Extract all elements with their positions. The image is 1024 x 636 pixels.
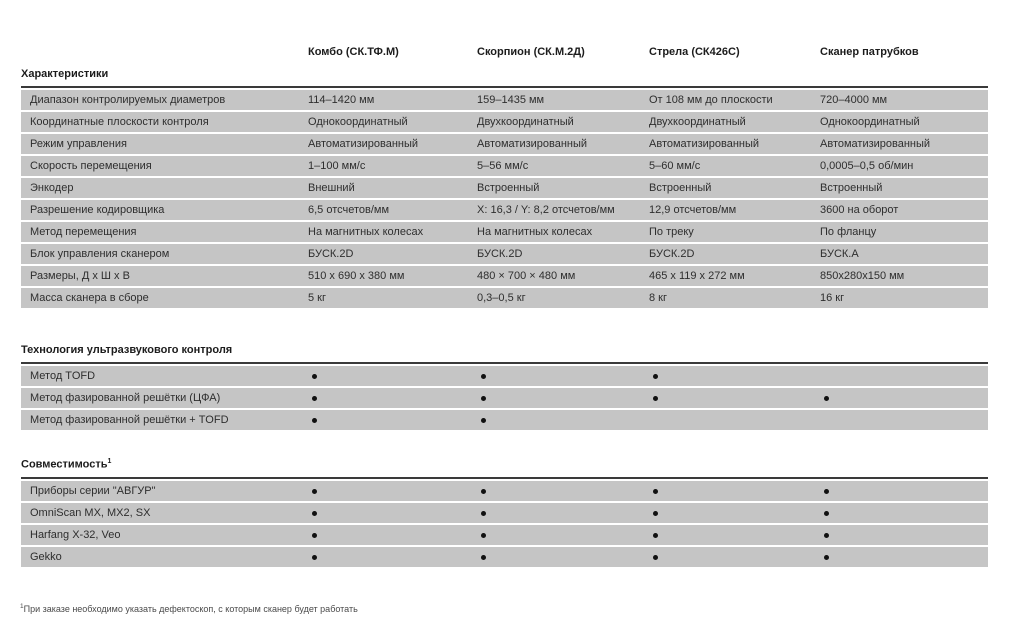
dot-icon xyxy=(312,511,317,516)
dot-icon xyxy=(653,374,658,379)
column-header: Комбо (СК.ТФ.М) xyxy=(308,46,399,58)
table-row xyxy=(21,547,988,567)
dot-icon xyxy=(653,555,658,560)
row-label: Координатные плоскости контроля xyxy=(30,116,209,128)
dot-icon xyxy=(824,533,829,538)
table-row xyxy=(21,525,988,545)
cell-dot xyxy=(308,507,477,519)
footnote xyxy=(20,603,358,614)
row-label: Метод TOFD xyxy=(30,370,96,382)
row-label: Диапазон контролируемых диаметров xyxy=(30,94,226,106)
cell-value: 5 кг xyxy=(308,292,326,304)
table-row xyxy=(21,410,988,430)
cell-value: Однокоординатный xyxy=(820,116,920,128)
cell-value: Автоматизированный xyxy=(308,138,419,150)
section-title xyxy=(21,455,988,472)
row-label: Скорость перемещения xyxy=(30,160,152,172)
cell-value: Встроенный xyxy=(649,182,712,194)
cell-value: 465 x 119 x 272 мм xyxy=(649,270,745,282)
cell-value: Автоматизированный xyxy=(649,138,760,150)
cell-dot xyxy=(477,485,649,497)
dot-icon xyxy=(653,489,658,494)
cell-value: 5–56 мм/с xyxy=(477,160,529,172)
cell-dot xyxy=(820,507,988,519)
cell-value: 510 x 690 x 380 мм xyxy=(308,270,405,282)
column-header: Сканер патрубков xyxy=(820,46,919,58)
row-label: Разрешение кодировщика xyxy=(30,204,165,216)
dot-icon xyxy=(312,418,317,423)
cell-value: Однокоординатный xyxy=(308,116,408,128)
dot-icon xyxy=(481,511,486,516)
table-row xyxy=(21,90,988,110)
cell-dot xyxy=(649,392,820,404)
cell-value: 1–100 мм/с xyxy=(308,160,366,172)
table-row xyxy=(21,178,988,198)
dot-icon xyxy=(481,533,486,538)
cell-value: 159–1435 мм xyxy=(477,94,545,106)
cell-value: От 108 мм до плоскости xyxy=(649,94,773,106)
cell-value: Автоматизированный xyxy=(477,138,588,150)
cell-value: Двухкоординатный xyxy=(649,116,746,128)
cell-dot xyxy=(820,392,988,404)
dot-icon xyxy=(481,396,486,401)
row-label: Gekko xyxy=(30,550,62,563)
table-row xyxy=(21,366,988,386)
cell-dot xyxy=(477,551,649,563)
cell-value: Двухкоординатный xyxy=(477,116,574,128)
table-section xyxy=(21,455,988,569)
table-row xyxy=(21,156,988,176)
dot-icon xyxy=(824,489,829,494)
dot-icon xyxy=(824,555,829,560)
cell-dot xyxy=(477,392,649,404)
cell-value: На магнитных колесах xyxy=(308,226,424,238)
cell-value: БУСК.2D xyxy=(308,248,354,260)
cell-value: БУСК.2D xyxy=(477,248,523,260)
cell-dot xyxy=(649,507,820,519)
dot-icon xyxy=(824,396,829,401)
section-rows xyxy=(21,362,988,430)
table-row xyxy=(21,388,988,408)
cell-value: Встроенный xyxy=(477,182,540,194)
cell-value: 5–60 мм/с xyxy=(649,160,701,172)
table-row xyxy=(21,266,988,286)
dot-icon xyxy=(481,374,486,379)
section-rows xyxy=(21,477,988,567)
section-title xyxy=(21,344,988,357)
cell-value: 114–1420 мм xyxy=(308,94,375,106)
cell-value: 12,9 отсчетов/мм xyxy=(649,204,737,216)
cell-value: 0,0005–0,5 об/мин xyxy=(820,160,914,172)
cell-value: 3600 на оборот xyxy=(820,204,899,216)
section-title-text: Технология ультразвукового контроля xyxy=(21,344,233,356)
table-row xyxy=(21,222,988,242)
dot-icon xyxy=(312,374,317,379)
dot-icon xyxy=(653,533,658,538)
cell-value: По треку xyxy=(649,226,694,238)
cell-dot xyxy=(820,529,988,541)
cell-dot xyxy=(308,392,477,404)
column-header: Стрела (СК426С) xyxy=(649,46,740,58)
cell-dot xyxy=(820,485,988,497)
row-label: Метод фазированной решётки + TOFD xyxy=(30,414,229,426)
cell-value: 0,3–0,5 кг xyxy=(477,292,526,304)
footnote-superscript: 1 xyxy=(20,603,24,610)
cell-dot xyxy=(477,370,649,382)
table-row xyxy=(21,200,988,220)
row-label: Масса сканера в сборе xyxy=(30,292,149,304)
dot-icon xyxy=(653,396,658,401)
dot-icon xyxy=(312,489,317,494)
cell-dot xyxy=(649,370,820,382)
row-label: Метод фазированной решётки (ЦФА) xyxy=(30,392,221,404)
table-section xyxy=(21,344,988,432)
cell-dot xyxy=(477,529,649,541)
row-label: Энкодер xyxy=(30,182,74,194)
cell-dot xyxy=(477,414,649,426)
row-label: Режим управления xyxy=(30,138,127,150)
cell-dot xyxy=(477,507,649,519)
row-label: Блок управления сканером xyxy=(30,248,170,260)
table-row xyxy=(21,288,988,308)
table-row xyxy=(21,244,988,264)
table-section xyxy=(21,68,988,310)
table-row xyxy=(21,112,988,132)
dot-icon xyxy=(312,555,317,560)
cell-value: 850x280x150 мм xyxy=(820,270,905,282)
cell-dot xyxy=(308,485,477,497)
cell-dot xyxy=(308,370,477,382)
row-label: Приборы серии "АВГУР" xyxy=(30,484,156,497)
cell-value: Автоматизированный xyxy=(820,138,931,150)
cell-value: БУСК.2D xyxy=(649,248,695,260)
dot-icon xyxy=(481,555,486,560)
cell-value: На магнитных колесах xyxy=(477,226,593,238)
cell-value: 16 кг xyxy=(820,292,845,304)
cell-value: 480 × 700 × 480 мм xyxy=(477,270,576,282)
column-header: Скорпион (СК.М.2Д) xyxy=(477,46,585,58)
cell-dot xyxy=(308,551,477,563)
cell-value: 6,5 отсчетов/мм xyxy=(308,204,390,216)
dot-icon xyxy=(481,418,486,423)
section-title-superscript: 1 xyxy=(107,458,112,465)
dot-icon xyxy=(312,533,317,538)
dot-icon xyxy=(653,511,658,516)
cell-dot xyxy=(820,551,988,563)
cell-value: Внешний xyxy=(308,182,355,194)
dot-icon xyxy=(312,396,317,401)
row-label: OmniScan MX, MX2, SX xyxy=(30,506,151,519)
cell-value: X: 16,3 / Y: 8,2 отсчетов/мм xyxy=(477,204,615,216)
dot-icon xyxy=(481,489,486,494)
cell-dot xyxy=(308,529,477,541)
cell-dot xyxy=(649,551,820,563)
table-row xyxy=(21,503,988,523)
section-title-text: Совместимость xyxy=(21,458,108,471)
section-rows xyxy=(21,86,988,308)
column-headers-row xyxy=(21,46,988,58)
section-title xyxy=(21,68,988,81)
cell-value: Встроенный xyxy=(820,182,883,194)
cell-dot xyxy=(649,485,820,497)
cell-value: 8 кг xyxy=(649,292,667,304)
section-title-text: Характеристики xyxy=(21,68,109,80)
cell-value: По фланцу xyxy=(820,226,877,238)
row-label: Размеры, Д х Ш х В xyxy=(30,270,130,282)
cell-dot xyxy=(308,414,477,426)
footnote-text: При заказе необходимо указать дефектоскоп, с которым сканер будет работать xyxy=(23,604,358,614)
row-label: Harfang X-32, Veo xyxy=(30,528,121,541)
row-label: Метод перемещения xyxy=(30,226,137,238)
table-row xyxy=(21,134,988,154)
cell-value: 720–4000 мм xyxy=(820,94,888,106)
dot-icon xyxy=(824,511,829,516)
cell-value: БУСК.А xyxy=(820,248,859,260)
table-row xyxy=(21,481,988,501)
cell-dot xyxy=(649,529,820,541)
